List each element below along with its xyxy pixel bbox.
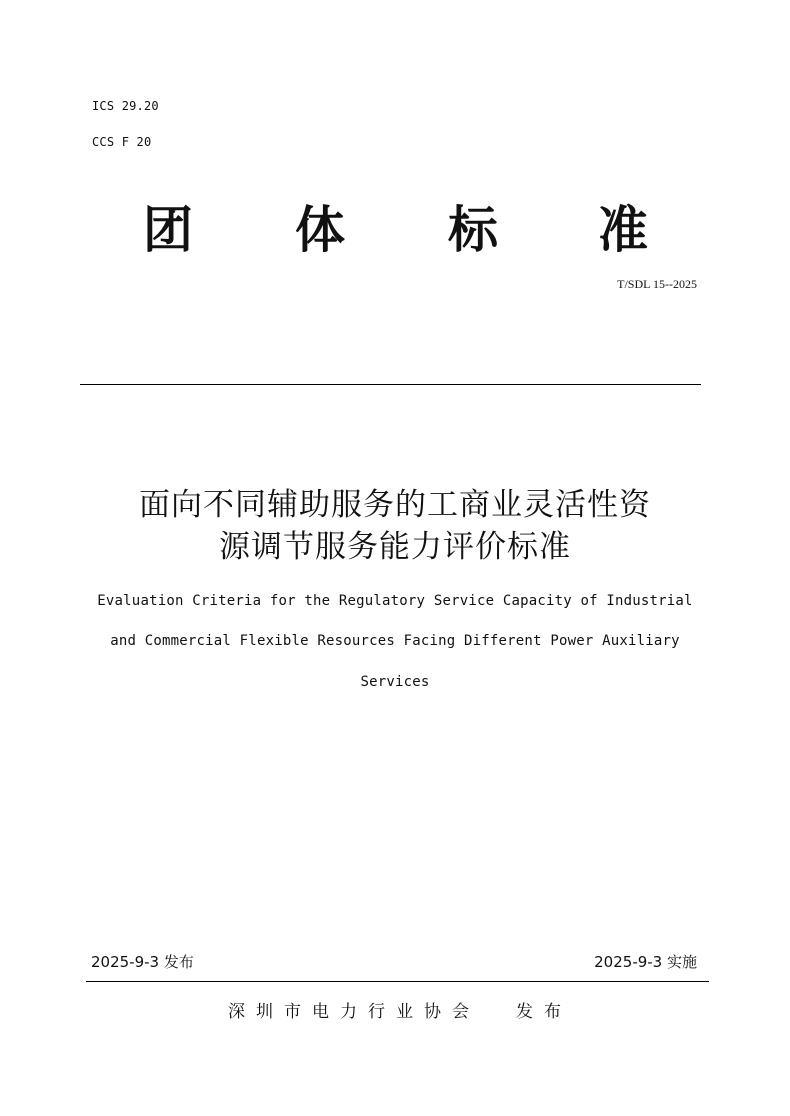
top-divider (80, 384, 701, 385)
english-title-line-1: Evaluation Criteria for the Regulatory Service Capacity of Industrial (97, 593, 693, 609)
publish-label: 发布 (516, 1002, 572, 1022)
standard-type-char-3: 标 (448, 200, 498, 259)
standard-type-char-1: 团 (143, 200, 193, 259)
standard-type-char-4: 准 (598, 200, 648, 259)
bottom-divider (86, 981, 709, 982)
ccs-code: CCS F 20 (92, 135, 152, 149)
english-title-line-3: Services (360, 674, 430, 690)
publisher-name: 深圳市电力行业协会 (228, 1002, 480, 1022)
ics-code: ICS 29.20 (92, 99, 159, 113)
chinese-title-line-1: 面向不同辅助服务的工商业灵活性资 (139, 487, 651, 523)
standard-type-char-2: 体 (295, 200, 345, 259)
standard-number: T/SDL 15--2025 (617, 277, 697, 291)
implement-date: 2025-9-3 实施 (594, 953, 697, 971)
chinese-title-line-2: 源调节服务能力评价标准 (219, 529, 571, 565)
english-title-line-2: and Commercial Flexible Resources Facing Different Power Auxiliary (110, 633, 680, 649)
chinese-title (60, 484, 730, 568)
publish-date: 2025-9-3 发布 (91, 953, 194, 971)
